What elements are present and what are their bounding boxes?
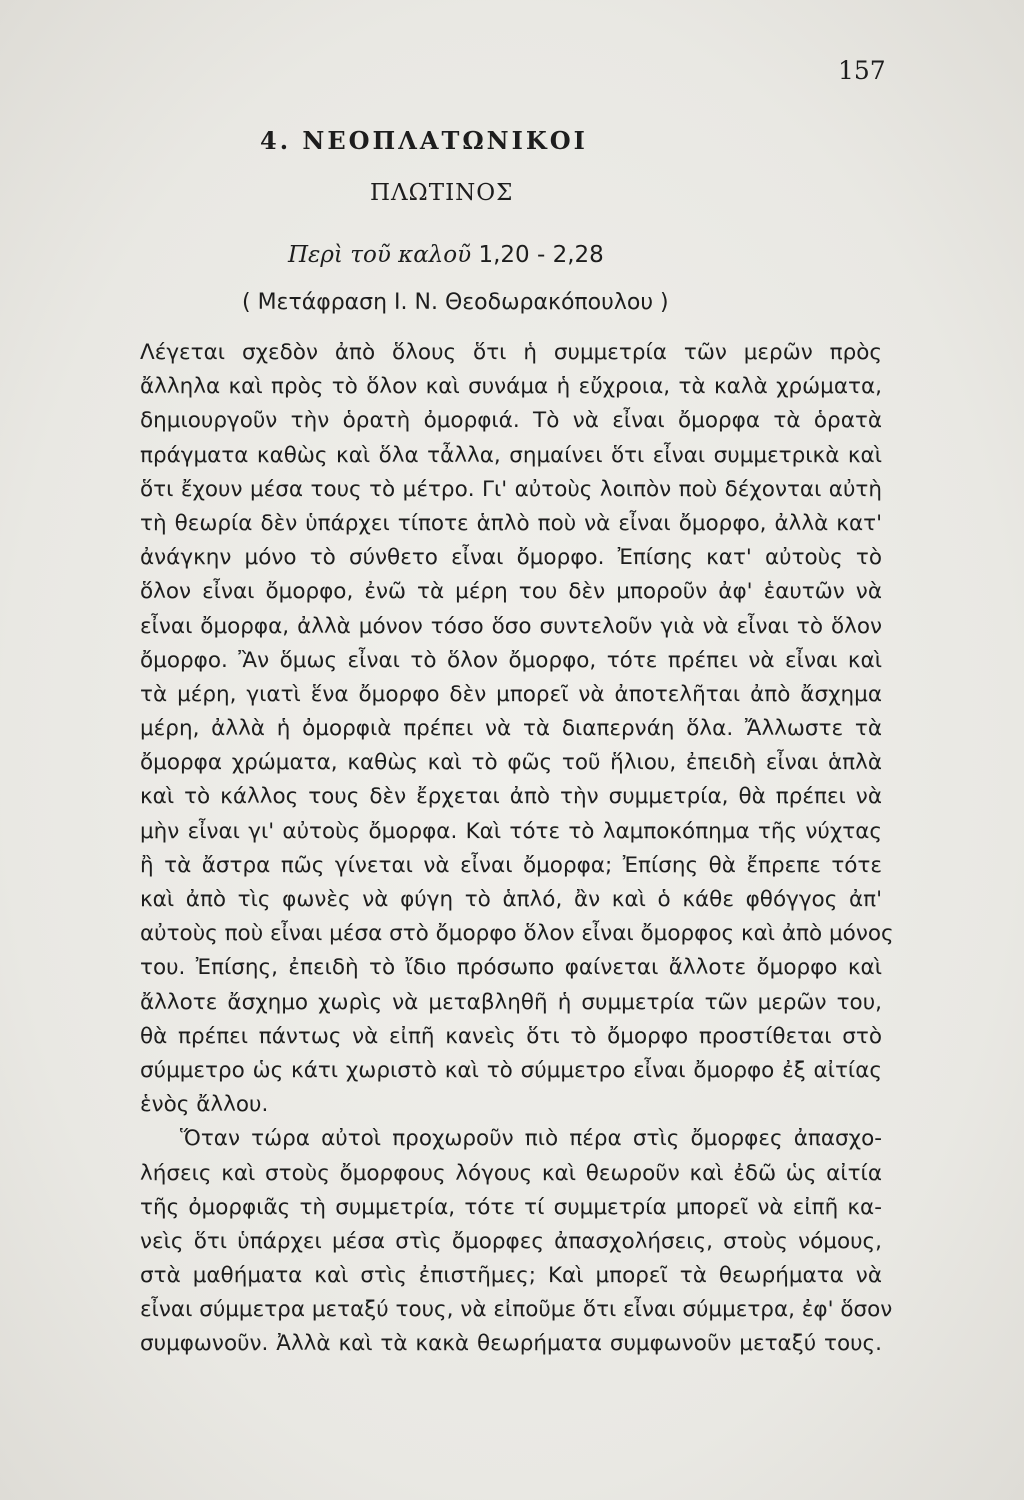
text-line: ἀνάγκην μόνο τὸ σύνθετο εἶναι ὄμορφο. Ἐπίσης κατ' αὐτοὺς τὸ <box>140 545 882 571</box>
text-line: ἢ τὰ ἄστρα πῶς γίνεται νὰ εἶναι ὄμορφα; Ἐπίσης θὰ ἔπρεπε τότε <box>140 852 882 878</box>
text-line: δημιουργοῦν τὴν ὁρατὴ ὀμορφιά. Τὸ νὰ εἶναι ὄμορφα τὰ ὁρατὰ <box>140 408 882 434</box>
translator-credit: ( Μετάφραση Ι. Ν. Θεοδωρακόπουλου ) <box>242 290 669 315</box>
text-line: τῆς ὀμορφιᾶς τὴ συμμετρία, τότε τί συμμετρία μπορεῖ νὰ εἰπῆ κα- <box>140 1194 882 1220</box>
work-range: 1,20 - 2,28 <box>478 242 604 268</box>
text-line: νεὶς ὅτι ὑπάρχει μέσα στὶς ὄμορφες ἀπασχολήσεις, στοὺς νόμους, <box>140 1228 882 1254</box>
text-line: καὶ τὸ κάλλος τους δὲν ἔρχεται ἀπὸ τὴν συμμετρία, θὰ πρέπει νὰ <box>140 784 882 810</box>
text-line: καὶ ἀπὸ τὶς φωνὲς νὰ φύγη τὸ ἁπλό, ἂν καὶ ὁ κάθε φθόγγος ἀπ' <box>140 887 882 912</box>
text-line: Λέγεται σχεδὸν ἀπὸ ὅλους ὅτι ἡ συμμετρία τῶν μερῶν πρὸς <box>140 340 882 365</box>
paragraph-1 <box>140 336 894 1122</box>
work-reference <box>288 242 604 268</box>
text-line: λήσεις καὶ στοὺς ὄμορφους λόγους καὶ θεωροῦν καὶ ἐδῶ ὡς αἰτία <box>140 1160 882 1186</box>
text-line: Ὅταν τώρα αὐτοὶ προχωροῦν πιὸ πέρα στὶς ὄμορφες ἀπασχο- <box>180 1126 882 1152</box>
text-line: τὴ θεωρία δὲν ὑπάρχει τίποτε ἁπλὸ ποὺ νὰ εἶναι ὄμορφο, ἀλλὰ κατ' <box>140 510 882 536</box>
text-line: ὄμορφα χρώματα, καθὼς καὶ τὸ φῶς τοῦ ἥλιου, ἐπειδὴ εἶναι ἁπλὰ <box>140 750 882 776</box>
paragraph-2 <box>140 1122 893 1361</box>
text-line: ἄλληλα καὶ πρὸς τὸ ὅλον καὶ συνάμα ἡ εὔχροια, τὰ καλὰ χρώματα, <box>140 374 882 400</box>
text-line: στὰ μαθήματα καὶ στὶς ἐπιστῆμες; Καὶ μπορεῖ τὰ θεωρήματα νὰ <box>140 1263 882 1289</box>
text-line: ὄμορφο. Ἂν ὅμως εἶναι τὸ ὅλον ὄμορφο, τότε πρέπει νὰ εἶναι καὶ <box>140 647 882 673</box>
text-line: του. Ἐπίσης, ἐπειδὴ τὸ ἴδιο πρόσωπο φαίνεται ἄλλοτε ὄμορφο καὶ <box>140 955 882 981</box>
page-number: 157 <box>838 56 886 85</box>
text-line: εἶναι σύμμετρα μεταξύ τους, νὰ εἰποῦμε ὅτι εἶναι σύμμετρα, ἐφ' ὅσον <box>140 1297 893 1323</box>
section-title: 4. ΝΕΟΠΛΑΤΩΝΙΚΟΙ <box>260 126 588 155</box>
text-line: θὰ πρέπει πάντως νὰ εἰπῆ κανεὶς ὅτι τὸ ὄμορφο προστίθεται στὸ <box>140 1023 882 1049</box>
author-heading: ΠΛΩΤΙΝΟΣ <box>370 180 514 206</box>
text-line: πράγματα καθὼς καὶ ὅλα τἆλλα, σημαίνει ὅτι εἶναι συμμετρικὰ καὶ <box>140 442 882 468</box>
text-line: τὰ μέρη, γιατὶ ἕνα ὄμορφο δὲν μπορεῖ νὰ ἀποτελῆται ἀπὸ ἄσχημα <box>140 681 882 707</box>
text-line: σύμμετρο ὡς κάτι χωριστὸ καὶ τὸ σύμμετρο εἶναι ὄμορφο ἐξ αἰτίας <box>140 1057 882 1083</box>
text-line: μὴν εἶναι γι' αὐτοὺς ὄμορφα. Καὶ τότε τὸ λαμποκόπημα τῆς νύχτας <box>140 818 882 844</box>
work-title: Περὶ τοῦ καλοῦ <box>288 242 472 268</box>
text-line: ἄλλοτε ἄσχημο χωρὶς νὰ μεταβληθῆ ἡ συμμετρία τῶν μερῶν του, <box>140 989 882 1015</box>
text-line: ἑνὸς ἄλλου. <box>140 1092 269 1118</box>
body-text <box>140 336 894 1362</box>
text-line: μέρη, ἀλλὰ ἡ ὀμορφιὰ πρέπει νὰ τὰ διαπερνάη ὅλα. Ἄλλωστε τὰ <box>140 716 882 742</box>
text-line: αὐτοὺς ποὺ εἶναι μέσα στὸ ὄμορφο ὅλον εἶναι ὄμορφος καὶ ἀπὸ μόνος <box>140 921 894 947</box>
text-line: ὅτι ἔχουν μέσα τους τὸ μέτρο. Γι' αὐτοὺς λοιπὸν ποὺ δέχονται αὐτὴ <box>140 476 882 502</box>
text-line: συμφωνοῦν. Ἀλλὰ καὶ τὰ κακὰ θεωρήματα συμφωνοῦν μεταξύ τους. <box>140 1331 882 1357</box>
text-line: ὅλον εἶναι ὄμορφο, ἐνῶ τὰ μέρη του δὲν μποροῦν ἀφ' ἑαυτῶν νὰ <box>140 579 882 605</box>
text-line: εἶναι ὄμορφα, ἀλλὰ μόνον τόσο ὅσο συντελοῦν γιὰ νὰ εἶναι τὸ ὅλον <box>140 613 882 639</box>
